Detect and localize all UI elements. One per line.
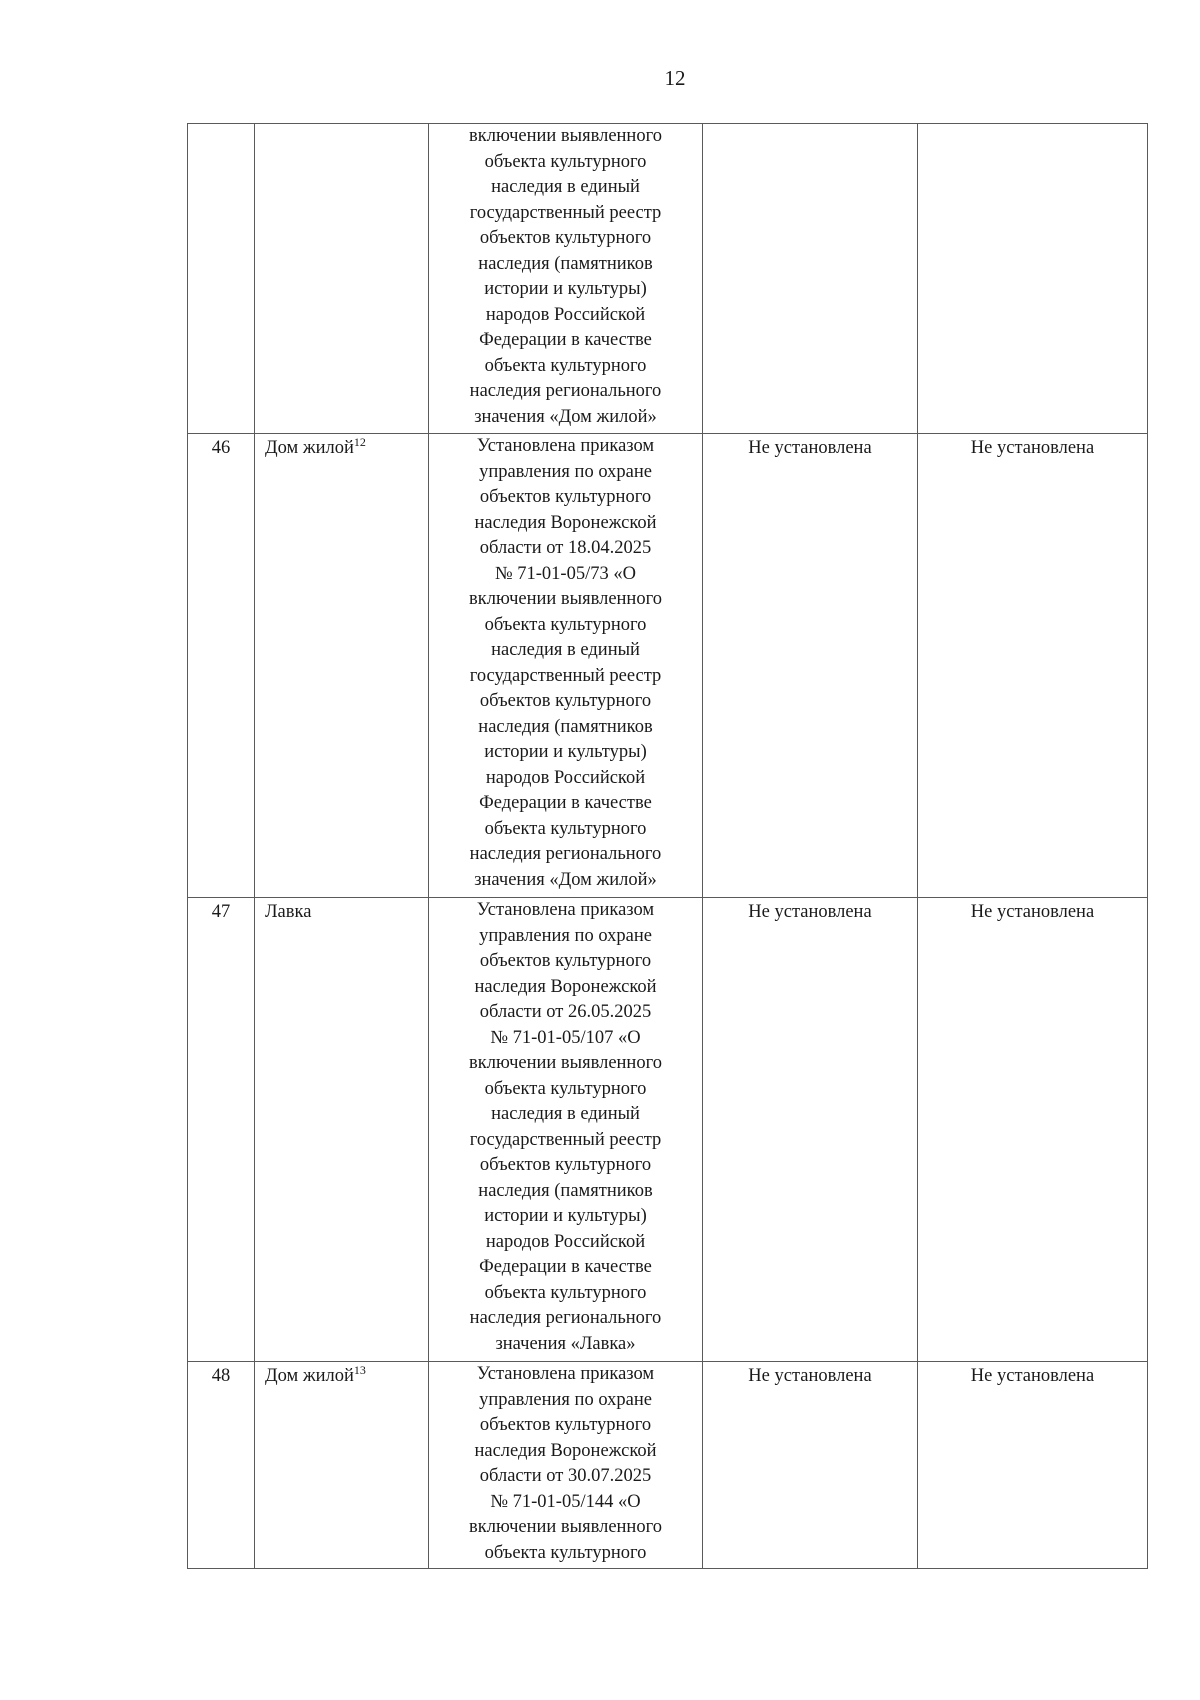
- basis-line: наследия в единый: [491, 1104, 640, 1124]
- basis-line: объекта культурного: [484, 151, 647, 172]
- basis-line: управления по охране: [479, 1389, 652, 1410]
- cell-zones: Не установлена: [918, 898, 1148, 1362]
- basis-line: наследия Воронежской: [474, 512, 657, 533]
- cell-name: [255, 124, 429, 434]
- cell-territory: Не установлена: [703, 434, 918, 898]
- basis-line: истории и культуры): [484, 742, 647, 762]
- basis-line: объекта культурного: [484, 1542, 647, 1563]
- object-name: Лавка: [265, 902, 312, 922]
- basis-line: № 71-01-05/107 «О: [490, 1027, 641, 1048]
- object-name: Дом жилой: [265, 438, 354, 458]
- basis-line: Установлена приказом: [476, 436, 655, 456]
- basis-line: Федерации в качестве: [479, 330, 652, 350]
- basis-line: области от 26.05.2025: [479, 1002, 652, 1022]
- basis-line: включении выявленного: [469, 1053, 662, 1073]
- cell-basis: [429, 898, 703, 1362]
- basis-line: объекта культурного: [484, 614, 647, 635]
- cell-territory: Не установлена: [703, 898, 918, 1362]
- basis-line: объекта культурного: [484, 1078, 647, 1099]
- object-name: Дом жилой: [265, 1366, 354, 1386]
- basis-line: объекта культурного: [484, 355, 647, 376]
- basis-line: Установлена приказом: [476, 1364, 655, 1384]
- basis-line: № 71-01-05/73 «О: [495, 563, 636, 584]
- table-row: [188, 1362, 1148, 1569]
- basis-line: наследия регионального: [469, 381, 662, 401]
- basis-line: объекта культурного: [484, 818, 647, 839]
- page-number: 12: [664, 66, 686, 90]
- basis-line: государственный реестр: [469, 202, 662, 223]
- basis-line: истории и культуры): [484, 279, 647, 299]
- cell-zones: Не установлена: [918, 1362, 1148, 1569]
- cell-zones: Не установлена: [918, 434, 1148, 898]
- basis-line: наследия в единый: [491, 177, 640, 197]
- basis-line: управления по охране: [479, 925, 652, 946]
- cell-name: [255, 898, 429, 1362]
- basis-line: Федерации в качестве: [479, 793, 652, 813]
- basis-line: значения «Лавка»: [495, 1333, 636, 1354]
- basis-line: наследия в единый: [491, 640, 640, 660]
- basis-line: Установлена приказом: [476, 900, 655, 920]
- basis-line: № 71-01-05/144 «О: [490, 1491, 641, 1512]
- basis-line: наследия регионального: [469, 1308, 662, 1328]
- basis-line: объектов культурного: [479, 1415, 652, 1435]
- basis-line: объектов культурного: [479, 1155, 652, 1175]
- basis-line: объектов культурного: [479, 487, 652, 507]
- table-row: [188, 434, 1148, 898]
- basis-line: наследия (памятников: [478, 1180, 653, 1201]
- basis-line: государственный реестр: [469, 665, 662, 686]
- cell-name: [255, 434, 429, 898]
- cell-basis: [429, 434, 703, 898]
- basis-line: включении выявленного: [469, 589, 662, 609]
- basis-line: объектов культурного: [479, 228, 652, 248]
- basis-line: области от 30.07.2025: [479, 1466, 652, 1486]
- basis-line: объектов культурного: [479, 951, 652, 971]
- basis-line: наследия Воронежской: [474, 976, 657, 997]
- cell-number: [188, 124, 255, 434]
- basis-line: включении выявленного: [469, 1517, 662, 1537]
- cell-basis: [429, 1362, 703, 1569]
- basis-line: включении выявленного: [469, 126, 662, 146]
- cell-number: 47: [188, 898, 255, 1362]
- basis-line: объектов культурного: [479, 691, 652, 711]
- cell-zones: [918, 124, 1148, 434]
- basis-line: управления по охране: [479, 461, 652, 482]
- basis-line: государственный реестр: [469, 1129, 662, 1150]
- basis-line: наследия регионального: [469, 844, 662, 864]
- basis-line: Федерации в качестве: [479, 1257, 652, 1277]
- footnote-ref: 13: [353, 1363, 366, 1377]
- basis-line: области от 18.04.2025: [479, 538, 652, 558]
- heritage-objects-table: [187, 123, 1148, 1569]
- basis-line: значения «Дом жилой»: [474, 406, 657, 427]
- cell-basis: [429, 124, 703, 434]
- cell-territory: Не установлена: [703, 1362, 918, 1569]
- cell-name: [255, 1362, 429, 1569]
- basis-line: народов Российской: [485, 304, 646, 325]
- basis-line: истории и культуры): [484, 1206, 647, 1226]
- basis-line: наследия Воронежской: [474, 1440, 657, 1461]
- basis-line: народов Российской: [485, 1231, 646, 1252]
- table-row: [188, 898, 1148, 1362]
- cell-territory: [703, 124, 918, 434]
- basis-line: наследия (памятников: [478, 253, 653, 274]
- cell-number: 48: [188, 1362, 255, 1569]
- basis-line: объекта культурного: [484, 1282, 647, 1303]
- cell-number: 46: [188, 434, 255, 898]
- basis-line: значения «Дом жилой»: [474, 869, 657, 890]
- basis-line: наследия (памятников: [478, 716, 653, 737]
- table-row-continuation: [188, 124, 1148, 434]
- basis-line: народов Российской: [485, 767, 646, 788]
- footnote-ref: 12: [353, 435, 366, 449]
